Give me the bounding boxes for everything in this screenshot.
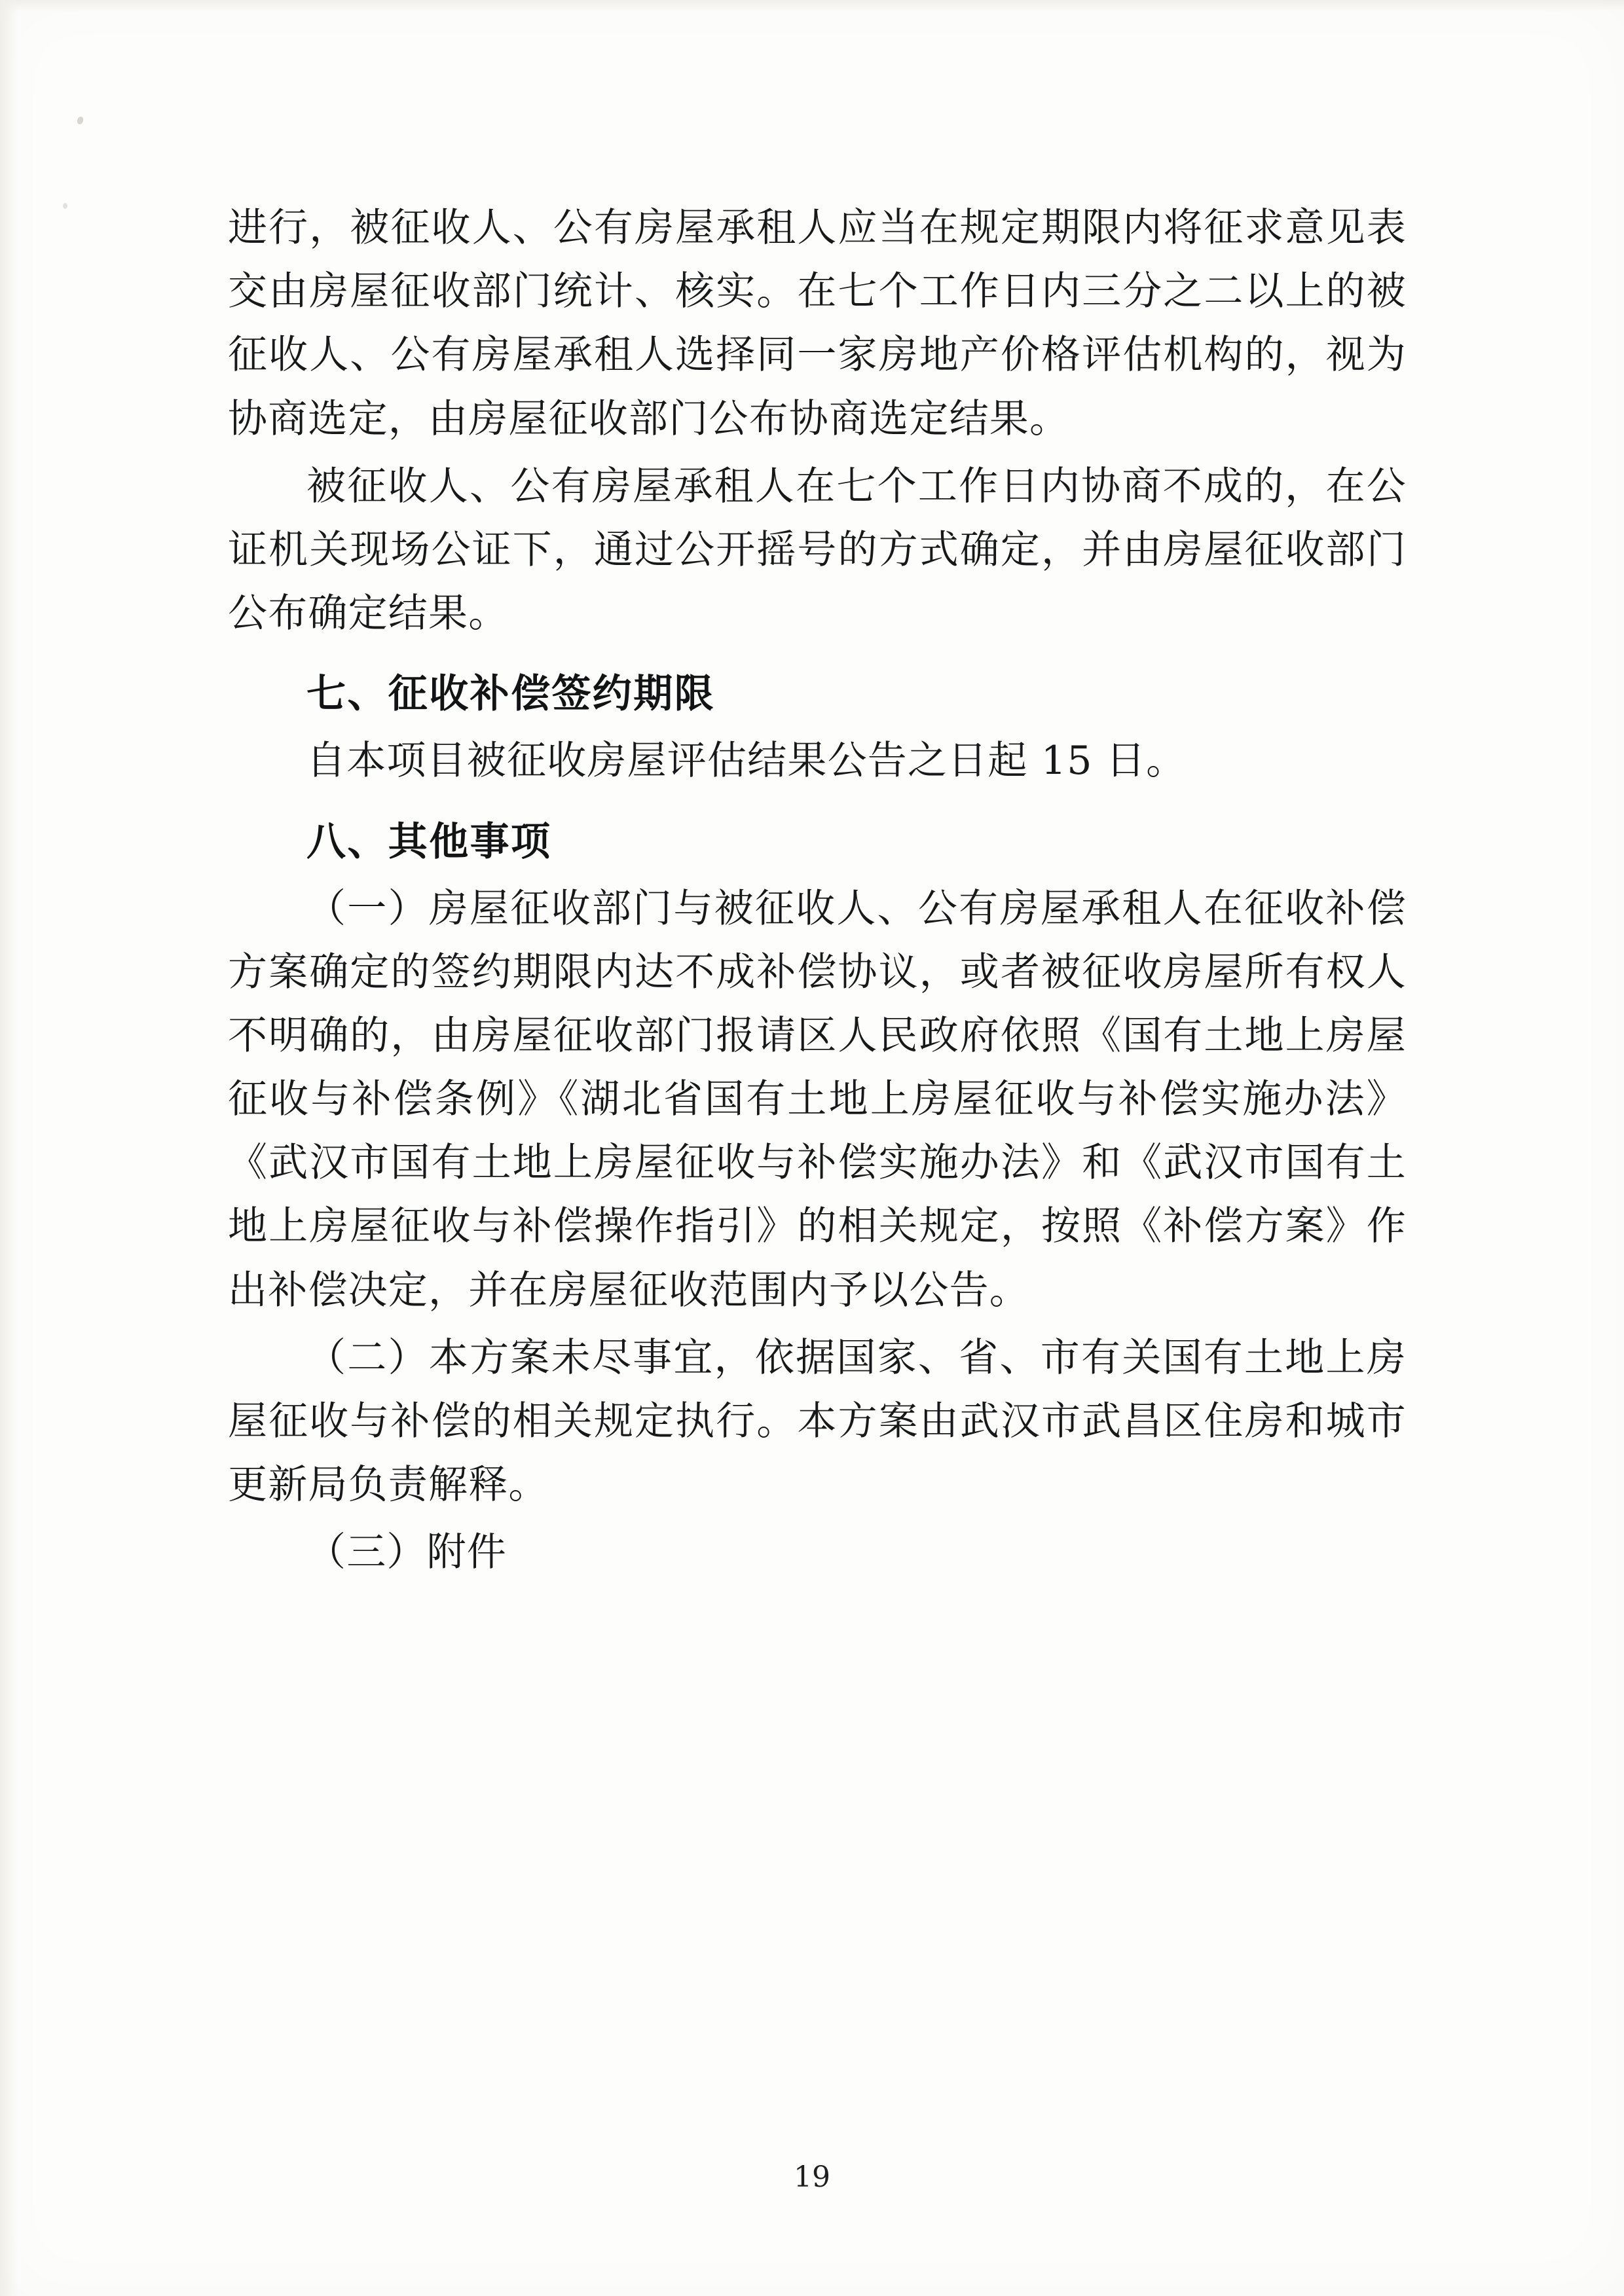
scan-edge-top <box>0 0 1624 12</box>
paragraph: 被征收人、公有房屋承租人在七个工作日内协商不成的，在公证机关现场公证下，通过公开摇号的方式确定，并由房屋征收部门公布确定结果。 <box>228 463 1407 637</box>
section-heading-7: 七、征收补偿签约期限 <box>306 671 715 718</box>
document-body <box>228 196 1407 1589</box>
scan-speck <box>76 116 84 125</box>
scan-edge-left <box>0 0 17 2296</box>
paragraph: （一）房屋征收部门与被征收人、公有房屋承租人在征收补偿方案确定的签约期限内达不成补偿协议，或者被征收房屋所有权人不明确的，由房屋征收部门报请区人民政府依照《国有土地上房屋征收与补偿条例》《湖北省国有土地上房屋征收与补偿实施办法》《武汉市国有土地上房屋征收与补偿实施办法》和《武汉市国有土地上房屋征收与补偿操作指引》的相关规定，按照《补偿方案》作出补偿决定，并在房屋征收范围内予以公告。 <box>228 885 1407 1313</box>
paragraph: （二）本方案未尽事宜，依据国家、省、市有关国有土地上房屋征收与补偿的相关规定执行。本方案由武汉市武昌区住房和城市更新局负责解释。 <box>228 1334 1407 1508</box>
paragraph: 自本项目被征收房屋评估结果公告之日起 15 日。 <box>306 738 1187 784</box>
paragraph: （三）附件 <box>306 1529 507 1576</box>
page-number: 19 <box>794 2160 830 2194</box>
section-heading-8: 八、其他事项 <box>306 818 552 865</box>
scan-speck <box>63 203 67 209</box>
paragraph: 进行，被征收人、公有房屋承租人应当在规定期限内将征求意见表交由房屋征收部门统计、核实。在七个工作日内三分之二以上的被征收人、公有房屋承租人选择同一家房地产价格评估机构的，视为协商选定，由房屋征收部门公布协商选定结果。 <box>228 205 1407 442</box>
